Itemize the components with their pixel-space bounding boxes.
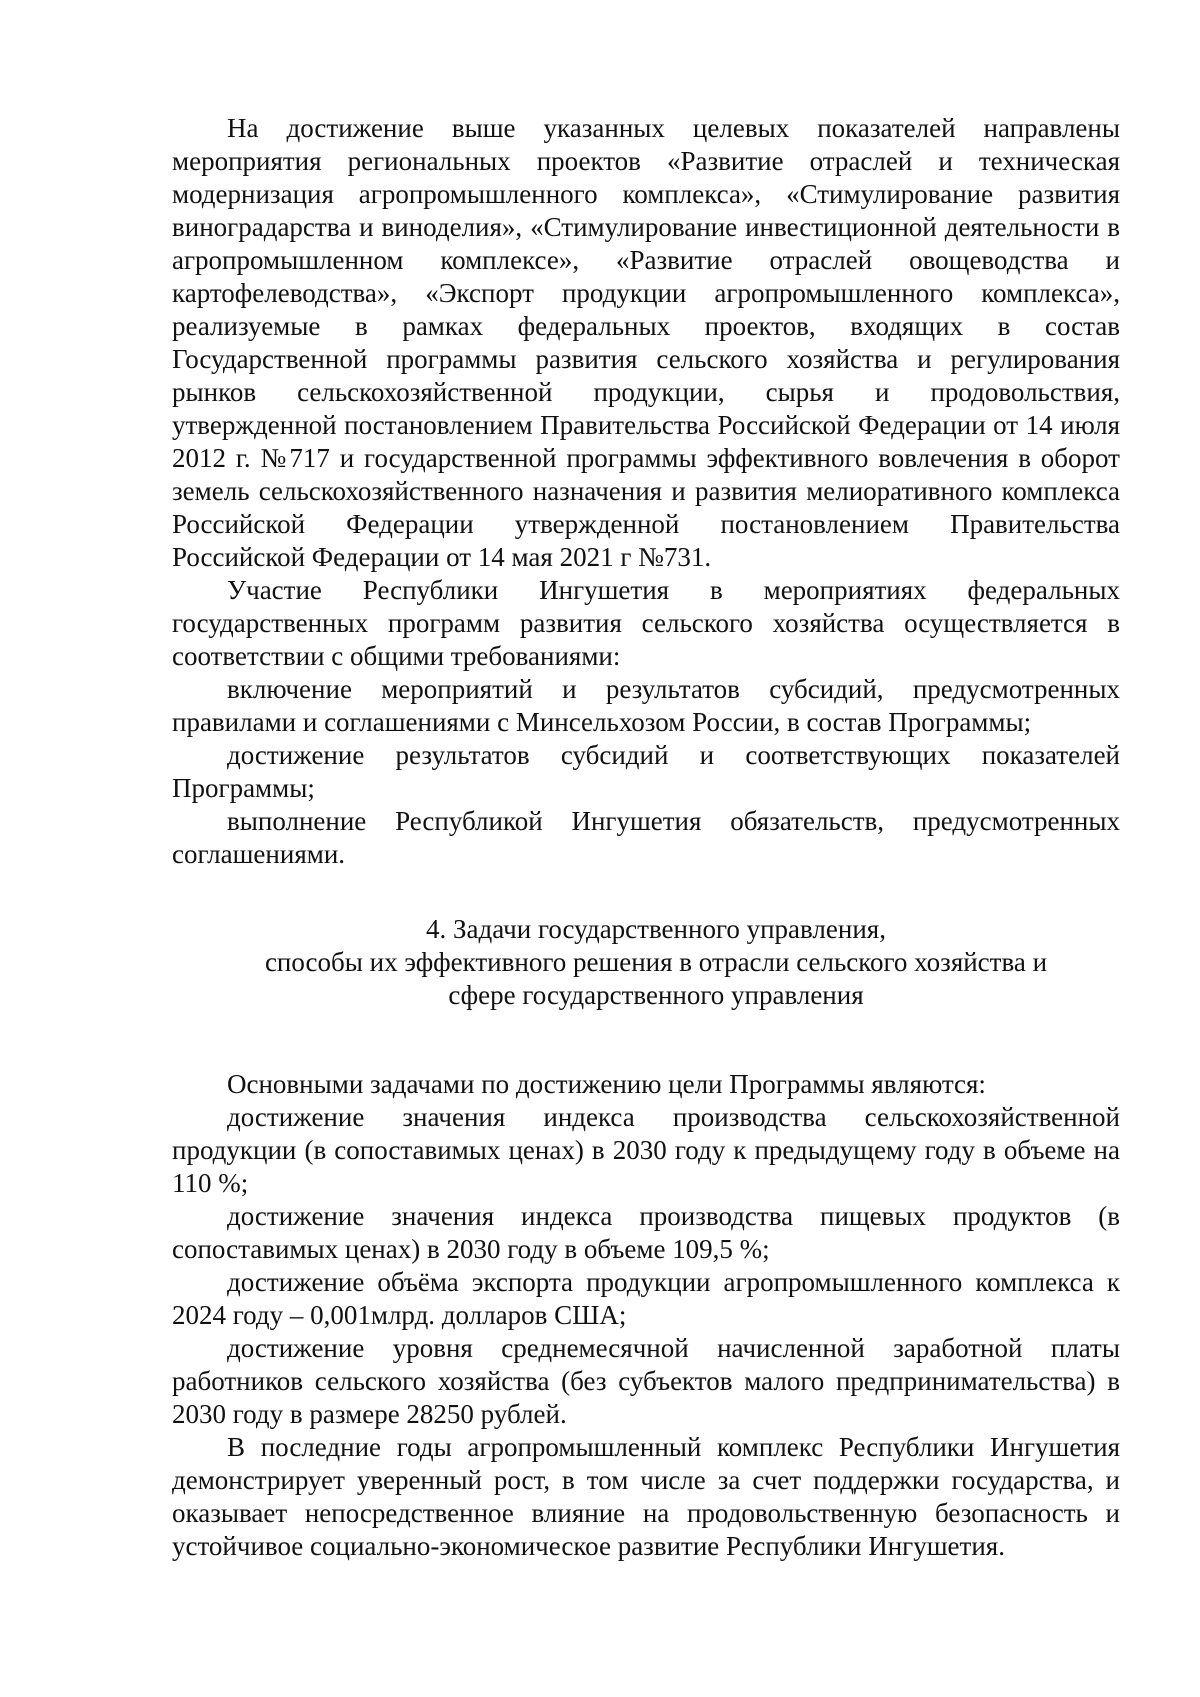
section-heading-line-1: 4. Задачи государственного управления, — [426, 914, 886, 944]
paragraph-target-indicators: На достижение выше указанных целевых показателей направлены мероприятия региональных проектов «Развитие отраслей и техническая модернизация агропромышленного комплекса», «Стимулирование развития виноградарства и виноделия», «Стимулирование инвестиционной деятельности в агропромышленном комплексе», «Развитие отраслей овощеводства и картофелеводства», «Экспорт продукции агропромышленного комплекса», реализуемые в рамках федеральных проектов, входящих в состав Государственной программы развития сельского хозяйства и регулирования рынков сельскохозяйственной продукции, сырья и продовольствия, утвержденной постановлением Правительства Российской Федерации от 14 июля 2012 г. №717 и государственной программы эффективного вовлечения в оборот земель сельскохозяйственного назначения и развития мелиоративного комплекса Российской Федерации утвержденной постановлением Правительства Российской Федерации от 14 мая 2021 г №731. — [172, 113, 1120, 572]
paragraph-task-wages: достижение уровня среднемесячной начисленной заработной платы работников сельского хозяйства (без субъектов малого предпринимательства) в 2030 году в размере 28250 рублей. — [172, 1333, 1120, 1429]
paragraph-task-agri-index: достижение значения индекса производства сельскохозяйственной продукции (в сопоставимых ценах) в 2030 году к предыдущему году в объеме на 110 %; — [172, 1102, 1120, 1198]
paragraph-task-export: достижение объёма экспорта продукции агропромышленного комплекса к 2024 году – 0,001млрд. долларов США; — [172, 1267, 1120, 1330]
paragraph-task-food-index: достижение значения индекса производства пищевых продуктов (в сопоставимых ценах) в 2030 году в объеме 109,5 %; — [172, 1201, 1120, 1264]
paragraph-main-tasks: Основными задачами по достижению цели Программы являются: — [227, 1069, 986, 1099]
section-heading — [172, 913, 1120, 1012]
paragraph-requirement-obligations: выполнение Республикой Ингушетия обязательств, предусмотренных соглашениями. — [172, 806, 1120, 869]
section-body — [172, 1068, 1120, 1563]
section-heading-line-3: сфере государственного управления — [448, 980, 864, 1010]
intro-block — [172, 112, 1120, 871]
section-heading-line-2: способы их эффективного решения в отрасли сельского хозяйства и — [264, 947, 1048, 977]
paragraph-requirement-achievement: достижение результатов субсидий и соответствующих показателей Программы; — [172, 740, 1120, 803]
paragraph-requirement-inclusion: включение мероприятий и результатов субсидий, предусмотренных правилами и соглашениями с Минсельхозом России, в состав Программы; — [172, 674, 1120, 737]
paragraph-recent-growth: В последние годы агропромышленный комплекс Республики Ингушетия демонстрирует уверенный рост, в том числе за счет поддержки государства, и оказывает непосредственное влияние на продовольственную безопасность и устойчивое социально-экономическое развитие Республики Ингушетия. — [172, 1432, 1120, 1561]
paragraph-participation: Участие Республики Ингушетия в мероприятиях федеральных государственных программ развития сельского хозяйства осуществляется в соответствии с общими требованиями: — [172, 575, 1120, 671]
